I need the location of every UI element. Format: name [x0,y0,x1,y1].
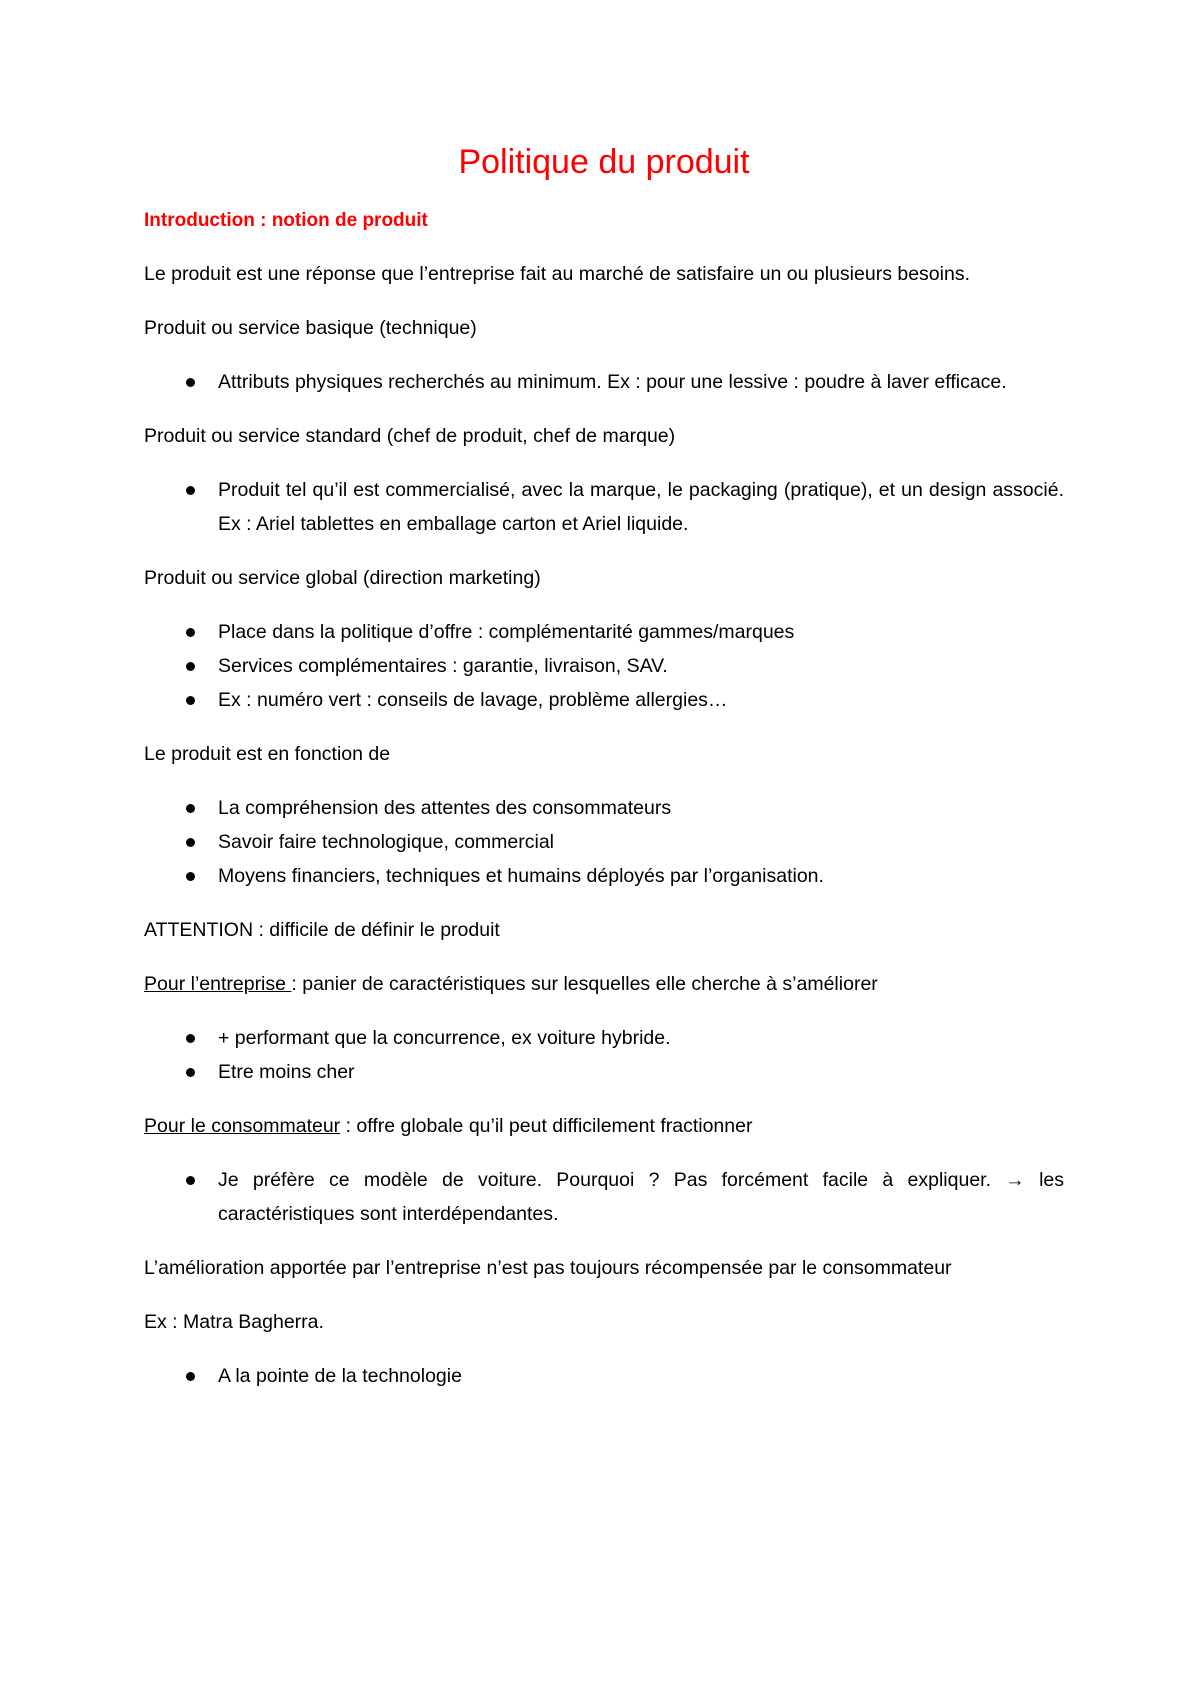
bullet-icon [186,838,195,847]
list-item: Produit tel qu’il est commercialisé, avec la marque, le packaging (pratique), et un design associé. Ex : Ariel tablettes en emballage carton et Ariel liquide. [144,473,1064,541]
bullet-icon [186,662,195,671]
bullet-icon [186,1372,195,1381]
standard-label: Produit ou service standard (chef de produit, chef de marque) [144,424,676,447]
example-list [144,1359,1064,1393]
bullet-icon [186,696,195,705]
list-item: Services complémentaires : garantie, livraison, SAV. [144,649,1064,683]
document-body [144,140,1064,1413]
list-item: La compréhension des attentes des consommateurs [144,791,1064,825]
bullet-icon [186,628,195,637]
fonction-list [144,791,1064,893]
entreprise-label: Pour l’entreprise : panier de caractéristiques sur lesquelles elle cherche à s’améliorer [144,972,878,995]
global-list [144,615,1064,717]
global-label: Produit ou service global (direction marketing) [144,566,541,589]
bullet-icon [186,1068,195,1077]
standard-list [144,473,1064,541]
list-item: Place dans la politique d’offre : complémentarité gammes/marques [144,615,1064,649]
basique-list [144,365,1064,399]
list-item: + performant que la concurrence, ex voiture hybride. [144,1021,1064,1055]
list-item: Moyens financiers, techniques et humains déployés par l’organisation. [144,859,1064,893]
entreprise-list [144,1021,1064,1089]
example-line: Ex : Matra Bagherra. [144,1310,324,1333]
list-item: Etre moins cher [144,1055,1064,1089]
fonction-label: Le produit est en fonction de [144,742,391,765]
list-item: Ex : numéro vert : conseils de lavage, problème allergies… [144,683,1064,717]
list-item: A la pointe de la technologie [144,1359,1064,1393]
bullet-icon [186,1176,195,1185]
amelioration-paragraph: L’amélioration apportée par l’entreprise n’est pas toujours récompensée par le consommateur [144,1256,952,1279]
intro-heading: Introduction : notion de produit [144,210,428,232]
consommateur-label: Pour le consommateur : offre globale qu’il peut difficilement fractionner [144,1114,753,1137]
intro-paragraph: Le produit est une réponse que l’entreprise fait au marché de satisfaire un ou plusieurs besoins. [144,262,970,285]
bullet-icon [186,486,195,495]
basique-label: Produit ou service basique (technique) [144,316,477,339]
list-item: Savoir faire technologique, commercial [144,825,1064,859]
bullet-icon [186,378,195,387]
bullet-icon [186,1034,195,1043]
bullet-icon [186,804,195,813]
attention-line: ATTENTION : difficile de définir le produit [144,918,500,941]
document-title: Politique du produit [458,143,750,181]
consommateur-list [144,1163,1064,1231]
list-item: Je préfère ce modèle de voiture. Pourquoi ? Pas forcément facile à expliquer. → les caractéristiques sont interdépendantes. [144,1163,1064,1231]
list-item: Attributs physiques recherchés au minimum. Ex : pour une lessive : poudre à laver efficace. [144,365,1064,399]
bullet-icon [186,872,195,881]
